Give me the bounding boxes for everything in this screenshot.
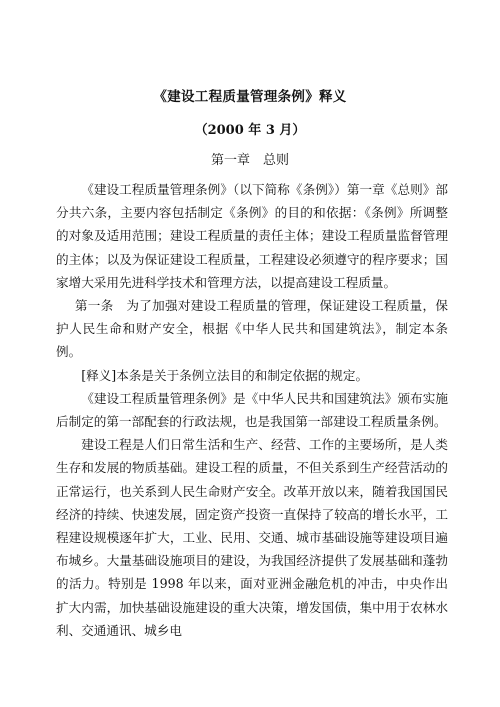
paragraph-construction-context: 建设工程是人们日常生活和生产、经营、工作的主要场所，是人类生存和发展的物质基础。建设工程的质量，不但关系到生产经营活动的正常运行，也关系到人民生命财产安全。改革开放以来，随着我国国民经济的持续、快速发展，固定资产投资一直保持了较高的增长水平，工程建设规模逐年扩大，工业、民用、交通、城市基础设施等建设项目遍布城乡。大量基础设施项目的建设，为我国经济提供了发展基础和蓬勃的活力。特别是 1998 年以来，面对亚洲金融危机的冲击，中央作出扩大内需，加快基础设施建设的重大决策，增发国债，集中用于农林水利、交通通讯、城乡电 <box>56 437 448 638</box>
paragraph-regulation-note: 《建设工程质量管理条例》是《中华人民共和国建筑法》颁布实施后制定的第一部配套的行政法规，也是我国第一部建设工程质量条例。 <box>56 390 448 430</box>
chapter-heading: 第一章 总则 <box>210 153 289 168</box>
paragraph-article-one: 第一条 为了加强对建设工程质量的管理，保证建设工程质量，保护人民生命和财产安全，根据《中华人民共和国建筑法》，制定本条例。 <box>56 298 448 360</box>
paragraph-overview: 《建设工程质量管理条例》（以下简称《条例》）第一章《总则》部分共六条，主要内容包括制定《条例》的目的和依据：《条例》所调整的对象及适用范围；建设工程质量的责任主体；建设工程质量监督管理的主体；以及为保证建设工程质量，工程建设必须遵守的程序要求；国家增大采用先进科学技术和管理方法，以提高建设工程质量。 <box>56 182 448 290</box>
document-date: （2000 年 3 月） <box>194 123 306 138</box>
paragraph-explanation: [释义]本条是关于条例立法目的和制定依据的规定。 <box>81 367 369 383</box>
document-title: 《建设工程质量管理条例》释义 <box>153 89 347 105</box>
document-body <box>56 178 448 642</box>
